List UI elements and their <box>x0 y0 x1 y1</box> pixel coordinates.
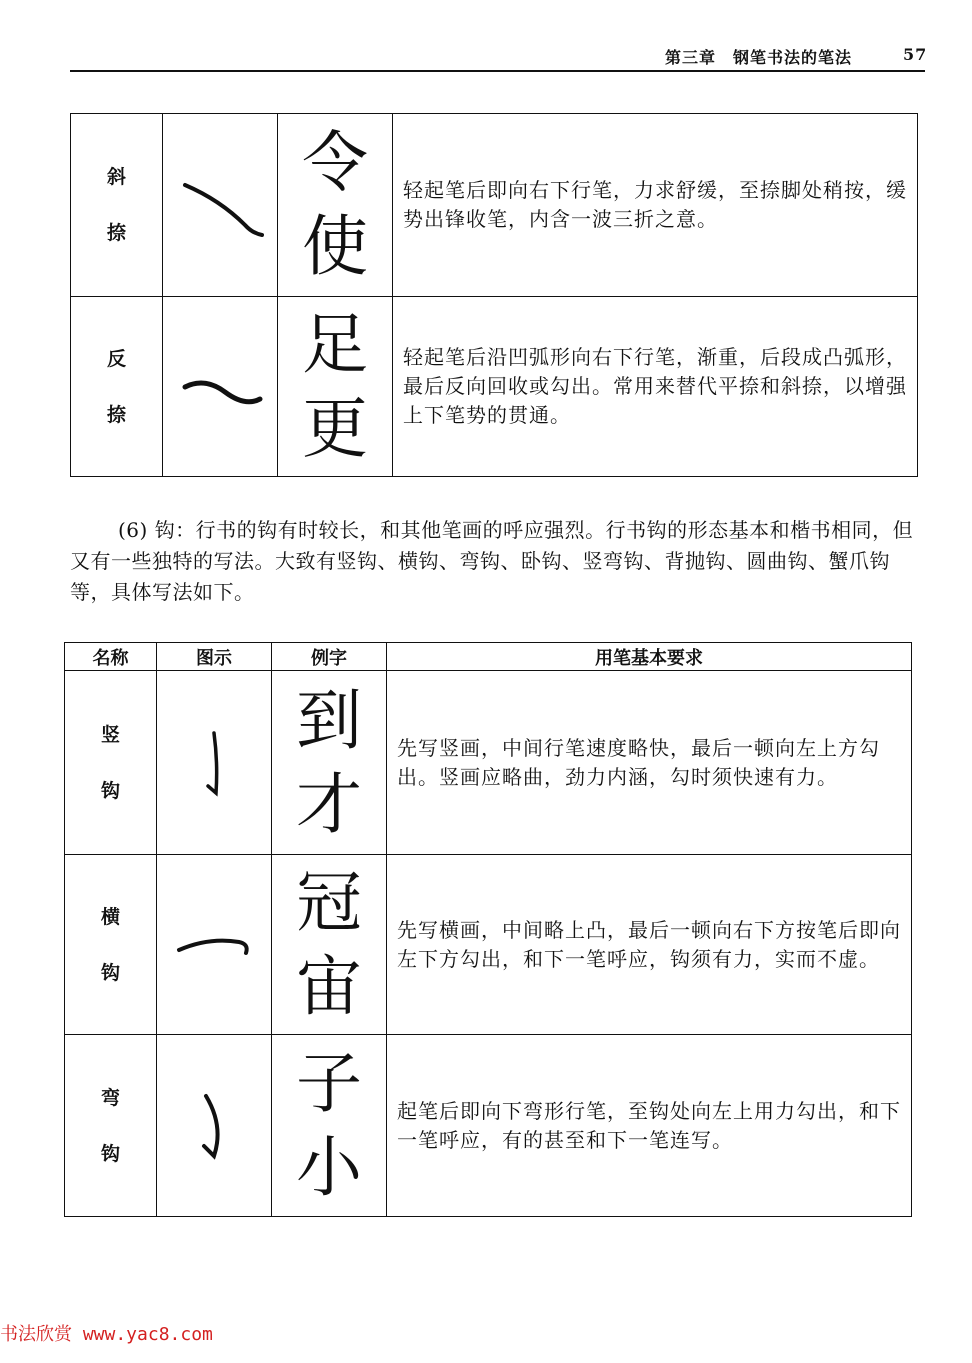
slanted-na-stroke-icon <box>170 155 270 255</box>
example-char: 使 <box>302 208 368 285</box>
name-char: 反 <box>106 347 126 370</box>
col-header-requirements: 用笔基本要求 <box>387 643 912 671</box>
name-char: 钩 <box>100 779 120 802</box>
page-number: 57 <box>903 45 928 64</box>
hook-intro-paragraph: (6) 钩：行书的钩有时较长，和其他笔画的呼应强烈。行书钩的形态基本和楷书相同，但又有一些独特的写法。大致有竖钩、横钩、弯钩、卧钩、竖弯钩、背抛钩、圆曲钩、蟹爪钩等，具体写法如下。 <box>70 518 914 604</box>
example-char: 到 <box>296 681 362 759</box>
stroke-diagram <box>157 855 272 1035</box>
stroke-table-1 <box>70 113 918 477</box>
stroke-name <box>65 1035 157 1217</box>
example-char: 更 <box>302 389 368 467</box>
example-chars <box>272 671 387 855</box>
name-char: 斜 <box>106 166 126 188</box>
stroke-description: 轻起笔后即向右下行笔，力求舒缓，至捺脚处稍按，缓势出锋收笔，内含一波三折之意。 <box>393 114 918 297</box>
stroke-name <box>65 855 157 1035</box>
stroke-table-2 <box>64 642 912 1217</box>
table-row <box>71 297 918 477</box>
header-rule <box>70 70 925 72</box>
running-header <box>665 45 928 68</box>
col-header-diagram: 图示 <box>157 643 272 671</box>
stroke-diagram <box>163 114 278 297</box>
name-char: 竖 <box>100 723 120 746</box>
stroke-diagram <box>157 671 272 855</box>
horizontal-hook-stroke-icon <box>164 915 264 975</box>
stroke-name <box>65 671 157 855</box>
curved-hook-stroke-icon <box>184 1081 244 1171</box>
stroke-diagram <box>163 297 278 477</box>
name-char: 横 <box>100 905 120 928</box>
name-char: 捺 <box>106 222 126 244</box>
stroke-description: 轻起笔后沿凹弧形向右下行笔，渐重，后段成凸弧形，最后反向回收或勾出。常用来替代平捺和斜捺，以增强上下笔势的贯通。 <box>393 297 918 477</box>
example-char: 令 <box>302 124 368 201</box>
chapter-title: 第三章 钢笔书法的笔法 <box>665 48 853 67</box>
example-chars <box>278 297 393 477</box>
stroke-name <box>71 114 163 297</box>
example-chars <box>272 1035 387 1217</box>
example-chars <box>278 114 393 297</box>
example-char: 才 <box>296 765 362 843</box>
col-header-example: 例字 <box>272 643 387 671</box>
table-row <box>65 671 912 855</box>
table-row <box>65 855 912 1035</box>
table-header-row <box>65 643 912 671</box>
example-char: 子 <box>296 1044 362 1122</box>
vertical-hook-stroke-icon <box>184 718 244 808</box>
table-row <box>65 1035 912 1217</box>
example-char: 冠 <box>296 863 362 941</box>
stroke-description: 起笔后即向下弯形行笔，至钩处向左上用力勾出，和下一笔呼应，有的甚至和下一笔连写。 <box>387 1035 912 1217</box>
example-char: 小 <box>296 1128 362 1206</box>
example-chars <box>272 855 387 1035</box>
col-header-name: 名称 <box>65 643 157 671</box>
name-char: 钩 <box>100 1142 120 1165</box>
example-char: 足 <box>302 305 368 383</box>
stroke-diagram <box>157 1035 272 1217</box>
watermark: 书法欣赏 www.yac8.com <box>0 1324 213 1345</box>
example-char: 宙 <box>296 947 362 1025</box>
stroke-description: 先写横画，中间略上凸，最后一顿向右下方按笔后即向左下方勾出，和下一笔呼应，钩须有力，实而不虚。 <box>387 855 912 1035</box>
stroke-description: 先写竖画，中间行笔速度略快，最后一顿向左上方勾出。竖画应略曲，劲力内涵，勾时须快速有力。 <box>387 671 912 855</box>
table-row <box>71 114 918 297</box>
stroke-name <box>71 297 163 477</box>
reverse-na-stroke-icon <box>170 347 270 427</box>
name-char: 钩 <box>100 961 120 984</box>
name-char: 弯 <box>100 1086 120 1109</box>
name-char: 捺 <box>106 403 126 426</box>
